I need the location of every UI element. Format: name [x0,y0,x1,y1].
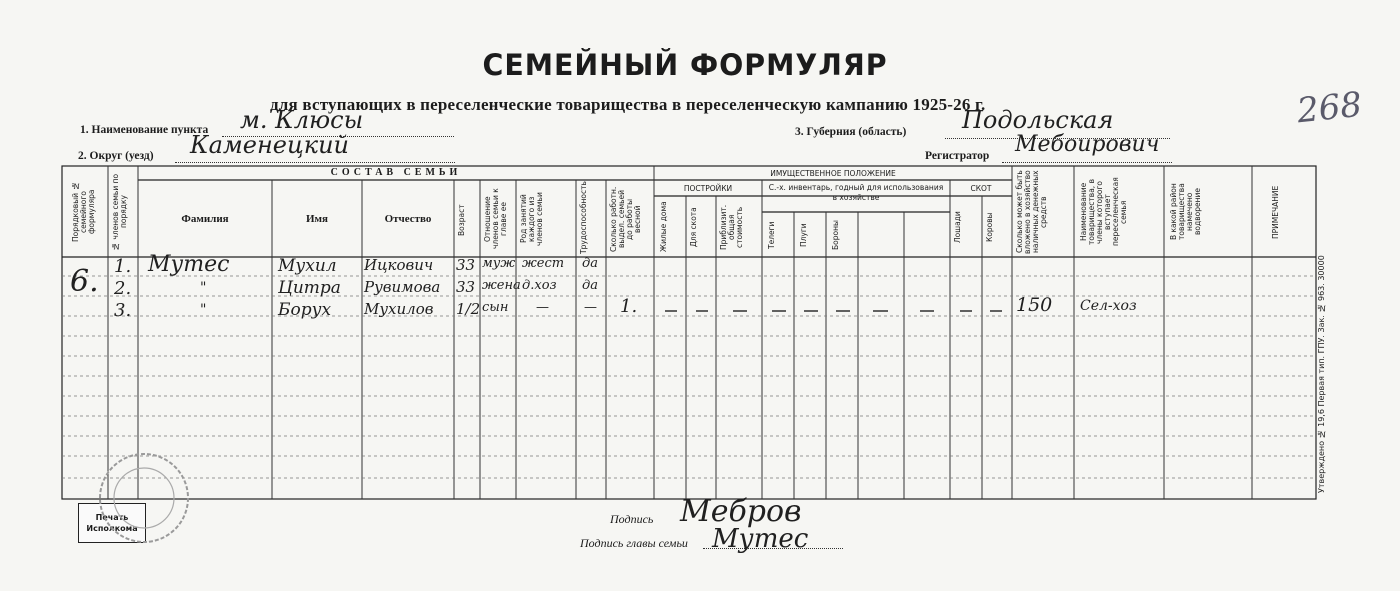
executive-committee-stamp: Печать Исполкома [78,503,146,543]
partnership-value: Сел-хоз [1080,298,1137,314]
member-ability: да [582,256,598,271]
member-relation: сын [482,300,509,315]
member-no: 2. [114,278,132,299]
member-surname: Мутес [148,252,230,277]
member-relation: жена [482,278,521,293]
head-signature-value: Мутес [712,524,809,554]
col-member-no: № членов семьи по порядку [111,173,128,251]
punkt-label: 1. Наименование пункта [80,124,209,136]
member-surname: " [200,280,207,296]
col-age: Возраст [457,204,466,236]
col-name: Имя [306,213,328,225]
col-harrows: Бороны [831,220,840,250]
registrator-value: Мебоирович [1015,132,1160,157]
form-title: СЕМЕЙНЫЙ ФОРМУЛЯР [482,48,888,82]
col-note: ПРИМЕЧАНИЕ [1271,185,1280,239]
member-name: Мухил [278,256,337,276]
member-name: Цитра [278,278,341,298]
head-signature-label: Подпись главы семьи [580,536,688,550]
punkt-value: м. Клюсы [240,106,364,134]
member-age: 33 [456,278,476,296]
guberniya-value: Подольская [962,106,1114,134]
member-no: 1. [114,256,132,277]
signature-label: Подпись [610,512,654,526]
col-occupation: Род занятий каждого из членов семьи [519,192,544,246]
member-occupation: — [536,300,549,315]
group-family: СОСТАВ СЕМЬИ [330,167,462,178]
member-patronymic: Ицкович [364,256,434,274]
member-patronymic: Мухилов [364,300,434,318]
member-age: 1/2 [456,300,481,318]
member-surname: " [200,302,207,318]
member-patronymic: Рувимова [364,278,441,296]
col-approx-value: Приблизит. общая стоимость [719,204,744,250]
col-carts: Телеги [767,221,776,249]
guberniya-label: 3. Губерния (область) [795,126,907,138]
archive-number: 268 [1295,84,1364,132]
print-info: Утверждено № 19,6 Первая тип. ГПУ. Зак. № 963. 30000 [1317,255,1326,493]
okrug-label: 2. Округ (уезд) [78,150,154,162]
col-ploughs: Плуги [799,223,808,247]
col-patronymic: Отчество [384,213,432,225]
col-partnership: Наименование товарищества, в члены которого вступает переселенческая семья [1079,177,1128,247]
member-occupation: жест [522,256,565,271]
col-cows: Коровы [985,212,994,242]
col-horses: Лошади [953,211,962,243]
workers-value: 1. [620,296,638,317]
member-ability: — [584,300,597,315]
group-livestock: СКОТ [970,184,992,193]
group-inventory: С.-х. инвентарь, годный для использования в хозяйстве [768,183,944,202]
col-relation: Отношение членов семьи к главе ее [483,188,508,250]
col-house: Жилые дома [659,201,668,253]
registrator-label: Регистратор [925,150,990,162]
member-occupation: д.хоз [522,278,557,293]
form-subtitle: для вступающих в переселенческие товарищества в переселенческую кампанию 1925-26 г. [270,95,986,114]
col-surname: Фамилия [181,213,229,225]
member-relation: муж [482,256,516,271]
member-name: Борух [278,300,332,320]
money-value: 150 [1016,294,1053,316]
group-property: ИМУЩЕСТВЕННОЕ ПОЛОЖЕНИЕ [770,169,896,178]
col-money: Сколько может быть вложено в хозяйство наличных денежных средств [1015,170,1048,254]
col-cattle-bldg: Для скота [689,207,698,247]
group-buildings: ПОСТРОЙКИ [683,184,733,193]
col-workers: Сколько работн. выдел. семьей до работы весной [609,186,642,252]
round-seal [92,448,200,548]
col-formular-no: Порядковый № семейного формуляра [71,181,96,243]
formular-number: 6. [70,264,99,299]
col-region: В какой район товарищества намечено водворение [1169,183,1202,241]
okrug-value: Каменецкий [190,131,349,159]
col-ability: Трудоспособность [579,181,588,254]
signature-value: Мебров [680,494,802,529]
member-ability: да [582,278,598,293]
member-no: 3. [114,300,132,321]
member-age: 33 [456,256,476,274]
